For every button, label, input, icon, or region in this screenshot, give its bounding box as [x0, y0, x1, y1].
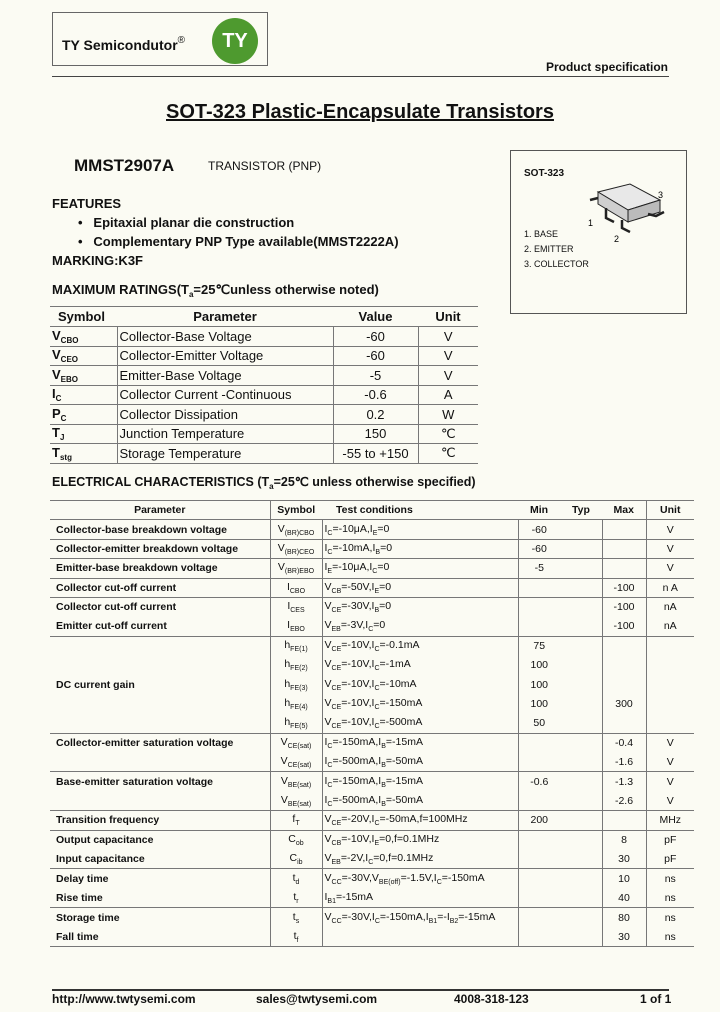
symbol-cell: $I_{EBO}$	[270, 617, 322, 636]
condition-cell: $I_C=-10\mu A,I_E=0$	[322, 520, 518, 539]
table-row	[50, 578, 694, 597]
condition-cell: $V_{CC}=-30V,I_C=-150mA,I_{B1}=-I_{B2}=-15mA$	[322, 908, 518, 927]
parameter-cell	[50, 694, 270, 713]
column-header: Test conditions	[322, 501, 518, 520]
max-cell	[602, 636, 646, 655]
typ-cell	[560, 656, 602, 675]
table-row	[50, 811, 694, 830]
symbol-cell: $V_{(BR)EBO}$	[270, 559, 322, 578]
unit-cell: ns	[646, 908, 694, 927]
symbol-cell: $V_{CEO}$	[50, 346, 117, 366]
min-cell	[518, 888, 560, 907]
column-header: Parameter	[50, 501, 270, 520]
condition-cell: $V_{EB}=-3V,I_C=0$	[322, 617, 518, 636]
symbol-cell: $V_{BE(sat)}$	[270, 791, 322, 810]
parameter-cell: Base-emitter saturation voltage	[56, 775, 213, 788]
column-header: Parameter	[117, 307, 333, 327]
unit-cell: V	[646, 539, 694, 558]
min-cell	[518, 927, 560, 946]
unit-cell: V	[418, 366, 478, 386]
electrical-heading: ELECTRICAL CHARACTERISTICS ($T_a=25℃$ unless otherwise specified)	[52, 475, 476, 491]
column-header: Symbol	[270, 501, 322, 520]
typ-cell	[560, 559, 602, 578]
symbol-cell: $h_{FE(1)}$	[270, 636, 322, 655]
table-row	[50, 636, 694, 655]
unit-cell	[646, 694, 694, 713]
max-cell	[602, 675, 646, 694]
symbol-cell: $h_{FE(5)}$	[270, 714, 322, 733]
table-row	[50, 869, 694, 888]
symbol-cell: $t_s$	[270, 908, 322, 927]
min-cell: -5	[518, 559, 560, 578]
parameter-cell	[50, 636, 270, 655]
unit-cell: ns	[646, 927, 694, 946]
min-cell	[518, 850, 560, 869]
parameter-cell: Collector-base breakdown voltage	[50, 520, 270, 539]
pin-item: 3. COLLECTOR	[524, 259, 589, 269]
table-row	[50, 539, 694, 558]
max-cell: -100	[602, 617, 646, 636]
feature-item: • Epitaxial planar die construction	[78, 215, 295, 230]
column-header: Min	[518, 501, 560, 520]
unit-cell: W	[418, 405, 478, 425]
value-cell: -0.6	[333, 385, 418, 405]
typ-cell	[560, 694, 602, 713]
features-heading: FEATURES	[52, 196, 122, 211]
value-cell: -60	[333, 327, 418, 347]
condition-cell: $V_{CE}=-10V,I_C=-150mA$	[322, 694, 518, 713]
symbol-cell: $V_{CBO}$	[50, 327, 117, 347]
symbol-cell: $P_C$	[50, 405, 117, 425]
max-cell	[602, 520, 646, 539]
min-cell: -0.6	[518, 772, 560, 791]
condition-cell: $V_{CE}=-30V,I_B=0$	[322, 597, 518, 616]
condition-cell: $V_{CE}=-10V,I_C=-0.1mA$	[322, 636, 518, 655]
max-cell: -1.6	[602, 753, 646, 772]
max-ratings-table	[50, 306, 478, 464]
min-cell	[518, 791, 560, 810]
condition-cell: $I_{B1}=-15mA$	[322, 888, 518, 907]
condition-cell: $I_C=-10mA,I_B=0$	[322, 539, 518, 558]
condition-cell: $I_E=-10\mu A,I_C=0$	[322, 559, 518, 578]
min-cell: 100	[518, 656, 560, 675]
unit-cell	[646, 714, 694, 733]
parameter-cell	[50, 753, 270, 772]
min-cell	[518, 733, 560, 752]
table-row	[50, 714, 694, 733]
symbol-cell: $h_{FE(3)}$	[270, 675, 322, 694]
typ-cell	[560, 830, 602, 849]
condition-cell: $I_C=-150mA,I_B=-15mA$	[322, 772, 518, 791]
package-drawing	[580, 178, 670, 244]
max-cell: 30	[602, 927, 646, 946]
pin-item: 1. BASE	[524, 229, 559, 239]
parameter-cell: Storage time	[56, 911, 120, 924]
max-cell: -0.4	[602, 733, 646, 752]
max-cell: 8	[602, 830, 646, 849]
table-row	[50, 830, 694, 849]
unit-cell: ns	[646, 869, 694, 888]
symbol-cell: $C_{ob}$	[270, 830, 322, 849]
column-header: Value	[333, 307, 418, 327]
typ-cell	[560, 578, 602, 597]
parameter-cell: DC current gain	[56, 678, 135, 691]
min-cell	[518, 578, 560, 597]
unit-cell: V	[646, 559, 694, 578]
symbol-cell: $V_{EBO}$	[50, 366, 117, 386]
symbol-cell: $t_r$	[270, 888, 322, 907]
svg-text:3: 3	[658, 190, 664, 200]
typ-cell	[560, 636, 602, 655]
min-cell: -60	[518, 520, 560, 539]
typ-cell	[560, 539, 602, 558]
part-number: MMST2907A	[74, 156, 175, 175]
typ-cell	[560, 520, 602, 539]
max-cell: -1.3	[602, 772, 646, 791]
value-cell: -55 to +150	[333, 444, 418, 464]
typ-cell	[560, 811, 602, 830]
symbol-cell: $V_{(BR)CEO}$	[270, 539, 322, 558]
max-cell	[602, 656, 646, 675]
symbol-cell: $I_{CES}$	[270, 597, 322, 616]
max-cell: 300	[602, 694, 646, 713]
parameter-cell: Input capacitance	[50, 850, 270, 869]
unit-cell: ℃	[418, 444, 478, 464]
footer-divider	[52, 989, 669, 991]
unit-cell: V	[418, 346, 478, 366]
svg-text:2: 2	[614, 234, 620, 244]
value-cell: 150	[333, 424, 418, 444]
unit-cell: nA	[646, 617, 694, 636]
parameter-cell: Transition frequency	[50, 811, 270, 830]
unit-cell: V	[646, 772, 694, 791]
table-row	[50, 888, 694, 907]
min-cell	[518, 908, 560, 927]
table-row	[50, 559, 694, 578]
column-header: Typ	[560, 501, 602, 520]
min-cell: 100	[518, 694, 560, 713]
condition-cell: $V_{CE}=-10V,I_C=-500mA$	[322, 714, 518, 733]
symbol-cell: $t_f$	[270, 927, 322, 946]
table-row	[50, 617, 694, 636]
footer-phone: 4008-318-123	[454, 992, 529, 1006]
min-cell: 50	[518, 714, 560, 733]
parameter-cell: Emitter-Base Voltage	[117, 366, 333, 386]
typ-cell	[560, 597, 602, 616]
parameter-cell: Fall time	[50, 927, 270, 946]
table-row	[50, 694, 694, 713]
parameter-cell: Output capacitance	[56, 834, 154, 847]
unit-cell: V	[646, 520, 694, 539]
parameter-cell: Emitter-base breakdown voltage	[50, 559, 270, 578]
max-cell: -100	[602, 597, 646, 616]
symbol-cell: $T_J$	[50, 424, 117, 444]
condition-cell: $V_{CE}=-10V,I_C=-1mA$	[322, 656, 518, 675]
unit-cell: pF	[646, 830, 694, 849]
max-cell: -100	[602, 578, 646, 597]
package-name: SOT-323	[524, 168, 565, 179]
table-row	[50, 850, 694, 869]
typ-cell	[560, 869, 602, 888]
symbol-cell: $h_{FE(4)}$	[270, 694, 322, 713]
typ-cell	[560, 733, 602, 752]
condition-cell: $V_{CB}=-50V,I_E=0$	[322, 578, 518, 597]
symbol-cell: $t_d$	[270, 869, 322, 888]
min-cell: -60	[518, 539, 560, 558]
unit-cell: MHz	[646, 811, 694, 830]
table-row	[50, 791, 694, 810]
unit-cell	[646, 636, 694, 655]
parameter-cell: Collector-Emitter Voltage	[117, 346, 333, 366]
symbol-cell: $I_C$	[50, 385, 117, 405]
table-row	[50, 675, 694, 694]
typ-cell	[560, 927, 602, 946]
table-row	[50, 385, 478, 405]
symbol-cell: $h_{FE(2)}$	[270, 656, 322, 675]
unit-cell: ns	[646, 888, 694, 907]
min-cell	[518, 617, 560, 636]
table-row	[50, 597, 694, 616]
symbol-cell: $V_{CE(sat)}$	[270, 753, 322, 772]
unit-cell	[646, 656, 694, 675]
parameter-cell: Rise time	[50, 888, 270, 907]
column-header: Symbol	[50, 307, 117, 327]
parameter-cell	[50, 714, 270, 733]
condition-cell: $V_{CC}=-30V,V_{BE(off)}=-1.5V,I_C=-150mA$	[322, 869, 518, 888]
min-cell	[518, 753, 560, 772]
max-cell: 40	[602, 888, 646, 907]
parameter-cell: Delay time	[56, 872, 109, 885]
condition-cell: $I_C=-500mA,I_B=-50mA$	[322, 791, 518, 810]
max-cell	[602, 539, 646, 558]
max-cell	[602, 714, 646, 733]
unit-cell: A	[418, 385, 478, 405]
condition-cell: $V_{CE}=-10V,I_C=-10mA$	[322, 675, 518, 694]
value-cell: -5	[333, 366, 418, 386]
typ-cell	[560, 908, 602, 927]
table-row	[50, 733, 694, 752]
typ-cell	[560, 850, 602, 869]
footer-url[interactable]: http://www.twtysemi.com	[52, 992, 196, 1006]
table-header-row	[50, 501, 694, 520]
symbol-cell: $I_{CBO}$	[270, 578, 322, 597]
symbol-cell: $f_T$	[270, 811, 322, 830]
condition-cell: $I_C=-500mA,I_B=-50mA$	[322, 753, 518, 772]
footer-email[interactable]: sales@twtysemi.com	[256, 992, 378, 1006]
parameter-cell: Collector-emitter breakdown voltage	[50, 539, 270, 558]
unit-cell: V	[646, 753, 694, 772]
unit-cell: V	[646, 791, 694, 810]
max-cell	[602, 811, 646, 830]
unit-cell: nA	[646, 597, 694, 616]
condition-cell: $I_C=-150mA,I_B=-15mA$	[322, 733, 518, 752]
table-row	[50, 927, 694, 946]
part-type: TRANSISTOR (PNP)	[208, 159, 322, 173]
parameter-cell: Collector cut-off current	[56, 601, 177, 614]
feature-item: • Complementary PNP Type available(MMST2222A)	[78, 234, 399, 249]
page-title: SOT-323 Plastic-Encapsulate Transistors	[166, 101, 554, 123]
unit-cell: V	[418, 327, 478, 347]
parameter-cell: Emitter cut-off current	[50, 617, 270, 636]
unit-cell	[646, 675, 694, 694]
table-row	[50, 753, 694, 772]
parameter-cell	[50, 656, 270, 675]
min-cell	[518, 869, 560, 888]
typ-cell	[560, 791, 602, 810]
electrical-table	[50, 500, 694, 947]
marking: MARKING:K3F	[52, 253, 143, 268]
column-header: Unit	[418, 307, 478, 327]
parameter-cell	[50, 791, 270, 810]
table-row	[50, 405, 478, 425]
typ-cell	[560, 714, 602, 733]
parameter-cell: Collector Current -Continuous	[117, 385, 333, 405]
typ-cell	[560, 888, 602, 907]
unit-cell: ℃	[418, 424, 478, 444]
table-row	[50, 327, 478, 347]
max-cell: -2.6	[602, 791, 646, 810]
value-cell: 0.2	[333, 405, 418, 425]
max-ratings-heading: MAXIMUM $RATINGS(T_a=25℃unless$ otherwise noted)	[52, 282, 379, 299]
typ-cell	[560, 675, 602, 694]
max-cell: 10	[602, 869, 646, 888]
parameter-cell: Collector Dissipation	[117, 405, 333, 425]
condition-cell: $V_{CE}=-20V,I_C=-50mA,f=100MHz$	[322, 811, 518, 830]
symbol-cell: $V_{CE(sat)}$	[270, 733, 322, 752]
footer-page: 1 of 1	[640, 992, 672, 1006]
symbol-cell: $C_{ib}$	[270, 850, 322, 869]
min-cell: 100	[518, 675, 560, 694]
company-logo: TY	[212, 18, 258, 64]
symbol-cell: $V_{BE(sat)}$	[270, 772, 322, 791]
table-row	[50, 656, 694, 675]
parameter-cell: Storage Temperature	[117, 444, 333, 464]
pin-item: 2. EMITTER	[524, 244, 574, 254]
parameter-cell: Collector cut-off current	[50, 578, 270, 597]
table-row	[50, 346, 478, 366]
table-row	[50, 424, 478, 444]
column-header: Unit	[646, 501, 694, 520]
symbol-cell: $T_{stg}$	[50, 444, 117, 464]
max-cell: 30	[602, 850, 646, 869]
company-name: TY Semicondutor®	[62, 35, 186, 53]
min-cell	[518, 830, 560, 849]
typ-cell	[560, 772, 602, 791]
max-cell: 80	[602, 908, 646, 927]
svg-text:1: 1	[588, 218, 594, 228]
min-cell: 75	[518, 636, 560, 655]
max-cell	[602, 559, 646, 578]
header-divider	[52, 76, 669, 77]
unit-cell: n A	[646, 578, 694, 597]
min-cell: 200	[518, 811, 560, 830]
table-row	[50, 444, 478, 464]
table-header-row	[50, 307, 478, 327]
min-cell	[518, 597, 560, 616]
pin-list	[524, 227, 589, 272]
product-spec-label: Product specification	[545, 60, 668, 74]
typ-cell	[560, 617, 602, 636]
column-header: Max	[602, 501, 646, 520]
condition-cell	[322, 927, 518, 946]
table-row	[50, 520, 694, 539]
unit-cell: V	[646, 733, 694, 752]
symbol-cell: $V_{(BR)CBO}$	[270, 520, 322, 539]
value-cell: -60	[333, 346, 418, 366]
table-row	[50, 908, 694, 927]
parameter-cell: Junction Temperature	[117, 424, 333, 444]
table-row	[50, 366, 478, 386]
unit-cell: pF	[646, 850, 694, 869]
table-row	[50, 772, 694, 791]
typ-cell	[560, 753, 602, 772]
parameter-cell: Collector-emitter saturation voltage	[56, 737, 234, 750]
condition-cell: $V_{EB}=-2V,I_C=0,f=0.1MHz$	[322, 850, 518, 869]
parameter-cell: Collector-Base Voltage	[117, 327, 333, 347]
condition-cell: $V_{CB}=-10V,I_E=0,f=0.1MHz$	[322, 830, 518, 849]
